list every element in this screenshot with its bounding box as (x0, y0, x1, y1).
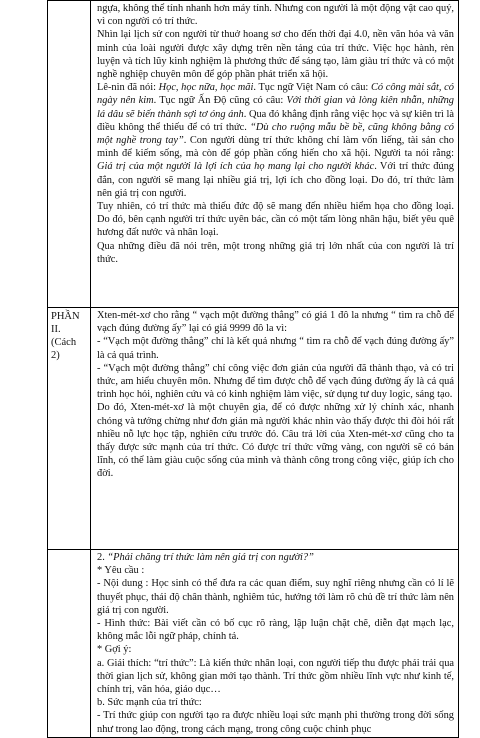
italic-text: Giá trị của một người là lợi ích của họ mang lại cho người khác (97, 161, 375, 173)
text-run: ngựa, không thể tính nhanh hơn máy tính. Nhưng con người là một động vật cao quý, vì con người có trí thức. (97, 3, 454, 28)
text-run: Tuy nhiên, có trí thức mà thiếu đức độ sẽ mang đến nhiều hiểm họa cho đồng loại. Do đó, bên cạnh người trí thức uyên bác, cần có một tấm lòng nhân hậu, biết yêu quê hương đất nước và nhân loại. (97, 201, 454, 239)
paragraph (97, 309, 454, 335)
text-run: . Qua đó khẳng định rằng việc học và sự kiên trì là điều không thể thiếu để có trí thức. (97, 108, 454, 133)
paragraph (97, 617, 454, 643)
italic-text: Với thời gian và lòng kiên nhẫn, những lá dâu sẽ biến thành sợi tơ óng ánh (97, 95, 454, 120)
text-run: a. Giải thích: “trí thức”: Là kiến thức nhân loại, con người tiếp thu được phải trải qua thời gian lịch sử, không gian mới tạo thành. Trí thức gồm nhiều lĩnh vực như kinh tế, chính trị, văn hóa, giáo dục… (97, 657, 454, 696)
paragraph (97, 577, 454, 617)
paragraph (97, 2, 454, 28)
text-run: . Tục ngữ Ấn Độ cũng có câu: (153, 95, 287, 107)
text-run: Qua những điều đã nói trên, một trong những giá trị lớn nhất của con người là trí thức. (97, 240, 454, 265)
section-label-cell (48, 550, 91, 738)
paragraph (97, 200, 454, 240)
text-run: . Với trí thức đúng đắn, con người sẽ mang lại nhiều giá trị, lợi ích cho đồng loại. Do đó, trí thức làm nên giá trị con người. (97, 161, 454, 199)
italic-text: “Phải chăng trí thức làm nên giá trị con người?” (107, 552, 314, 563)
paragraph (97, 564, 454, 577)
text-run: - Hình thức: Bài viết cần có bố cục rõ ràng, lập luận chặt chẽ, diễn đạt mạch lạc, không mắc lỗi ngữ pháp, chính tả. (97, 618, 454, 643)
paragraph (97, 696, 454, 709)
italic-text: Có công mài sắt, có ngày nên kim (97, 82, 454, 107)
section-label: PHẦN II. (Cách 2) (51, 311, 80, 361)
text-run: . Con người dùng trí thức không chỉ làm vốn liếng, tài sản cho mình để kiếm sống, mà còn để góp phần cống hiến cho xã hội. Người ta nói rằng: (97, 135, 454, 160)
text-run: * Gợi ý: (97, 644, 132, 656)
table-row (48, 550, 459, 738)
text-run: Nhìn lại lịch sử con người từ thuở hoang sơ cho đến thời đại 4.0, nền văn hóa và văn minh của loài người được xây dựng trên nền tảng của trí thức. Việc học hành, rèn luyện và tích lũy kinh nghiệm là phương thức để sáng tạo, làm giàu trí thức và có một nghề nghiệp chuyên môn để góp phần phát triển xã hội. (97, 29, 454, 81)
italic-text: “Dù cho ruộng mẫu bề bề, cũng không bằng có một nghề trong tay” (97, 121, 454, 147)
section-label (48, 550, 90, 554)
section-label (48, 1, 90, 5)
table-row (48, 308, 459, 550)
paragraph (97, 709, 454, 735)
paragraph (97, 362, 454, 402)
text-run: * Yêu cầu : (97, 565, 145, 577)
section-content-cell (91, 550, 459, 738)
section-content-cell (91, 308, 459, 550)
paragraph (97, 81, 454, 200)
paragraph (97, 28, 454, 81)
text-run: - Nội dung : Học sinh có thể đưa ra các quan điểm, suy nghĩ riêng nhưng cần có lí lẽ thuyết phục, thái độ chân thành, nghiêm túc, hướng tới làm rõ chủ đề trí thức làm nên giá trị con người. (97, 578, 454, 616)
answer-table (47, 0, 459, 738)
paragraph (97, 643, 454, 656)
table-row (48, 1, 459, 308)
text-run: - “Vạch một đường thẳng” chỉ công việc đơn giản của người đã thành thạo, và có tri thức, am hiểu chuyên môn. Nhưng để tìm được chỗ để vạch đúng đường ấy là cả quá trình học hỏi, nghiên cứu và có kinh nghiệm làm việc, sử dụng tư duy logic, sáng tạo. (97, 362, 454, 401)
paragraph (97, 401, 454, 480)
paragraph (97, 657, 454, 697)
paragraph (97, 551, 454, 564)
section-content-cell (91, 1, 459, 308)
text-run: 2. (97, 552, 108, 563)
text-run: Xten-mét-xơ cho rằng “ vạch một đường thẳng” có giá 1 đô la nhưng “ tìm ra chỗ để vạch đúng đường ấy” lại có giá 9999 đô la vì: (97, 310, 454, 335)
paragraph (97, 335, 454, 361)
text-run: b. Sức mạnh của trí thức: (97, 697, 202, 709)
text-run: - Trí thức giúp con người tạo ra được nhiều loại sức mạnh phi thường trong đời sống như trong lao động, trong cách mạng, trong công cuộc chinh phục (97, 710, 454, 735)
section-label-cell (48, 308, 91, 550)
text-run: - “Vạch một đường thẳng” chỉ là kết quả nhưng “ tìm ra chỗ để vạch đúng đường ấy” là cả quá trình. (97, 336, 454, 361)
italic-text: Học, học nữa, học mãi (158, 82, 254, 94)
text-run: . Tục ngữ Việt Nam có câu: (253, 82, 371, 94)
paragraph (97, 240, 454, 266)
text-run: Lê-nin đã nói: (97, 82, 159, 94)
text-run: Do đó, Xten-mét-xơ là một chuyên gia, để có được những xử lý chính xác, nhanh chóng và tưởng chừng như đơn giản mà người khác nhìn vào thấy được thì đòi hỏi rất nhiều nỗ lực học tập, nghiên cứu trước đó. Câu trả lời của Xten-mét-xơ cũng cho ta thấy được sức mạnh của trí thức. Có được trí thức vững vàng, con người sẽ có bản lĩnh, có thể làm giàu cuộc sống của mình và thành công trong công việc, giúp ích cho đời. (97, 402, 454, 480)
section-label-cell (48, 1, 91, 308)
